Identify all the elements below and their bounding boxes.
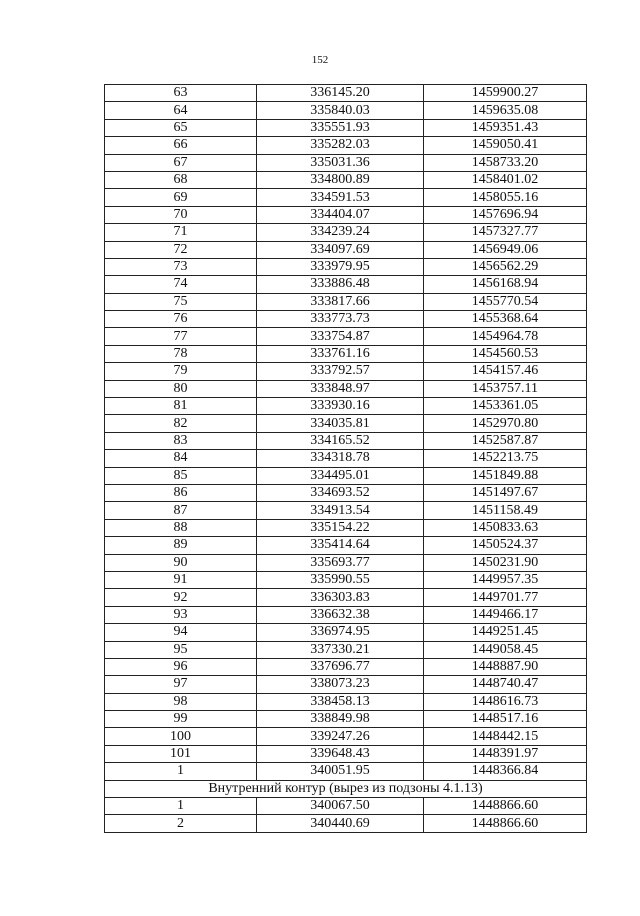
table-row bbox=[105, 624, 587, 641]
table-row bbox=[105, 328, 587, 345]
y-coordinate-cell: 1451849.88 bbox=[424, 467, 587, 484]
y-coordinate-cell: 1451158.49 bbox=[424, 502, 587, 519]
y-coordinate-cell: 1454560.53 bbox=[424, 345, 587, 362]
point-number-cell: 74 bbox=[105, 276, 257, 293]
point-number-cell: 84 bbox=[105, 450, 257, 467]
y-coordinate-cell: 1453757.11 bbox=[424, 380, 587, 397]
x-coordinate-cell: 334035.81 bbox=[257, 415, 424, 432]
x-coordinate-cell: 335840.03 bbox=[257, 102, 424, 119]
x-coordinate-cell: 335414.64 bbox=[257, 537, 424, 554]
point-number-cell: 86 bbox=[105, 484, 257, 501]
point-number-cell: 87 bbox=[105, 502, 257, 519]
x-coordinate-cell: 336632.38 bbox=[257, 606, 424, 623]
table-row bbox=[105, 484, 587, 501]
y-coordinate-cell: 1457696.94 bbox=[424, 206, 587, 223]
point-number-cell: 89 bbox=[105, 537, 257, 554]
x-coordinate-cell: 340067.50 bbox=[257, 798, 424, 815]
table-row bbox=[105, 276, 587, 293]
y-coordinate-cell: 1458401.02 bbox=[424, 171, 587, 188]
table-row bbox=[105, 763, 587, 780]
y-coordinate-cell: 1449957.35 bbox=[424, 571, 587, 588]
table-row bbox=[105, 537, 587, 554]
x-coordinate-cell: 335031.36 bbox=[257, 154, 424, 171]
table-row bbox=[105, 189, 587, 206]
y-coordinate-cell: 1459635.08 bbox=[424, 102, 587, 119]
x-coordinate-cell: 334800.89 bbox=[257, 171, 424, 188]
y-coordinate-cell: 1452213.75 bbox=[424, 450, 587, 467]
point-number-cell: 83 bbox=[105, 432, 257, 449]
table-row bbox=[105, 815, 587, 832]
point-number-cell: 71 bbox=[105, 224, 257, 241]
table-row bbox=[105, 380, 587, 397]
x-coordinate-cell: 339648.43 bbox=[257, 745, 424, 762]
point-number-cell: 63 bbox=[105, 85, 257, 102]
y-coordinate-cell: 1449701.77 bbox=[424, 589, 587, 606]
y-coordinate-cell: 1448442.15 bbox=[424, 728, 587, 745]
x-coordinate-cell: 336145.20 bbox=[257, 85, 424, 102]
point-number-cell: 76 bbox=[105, 311, 257, 328]
table-row bbox=[105, 85, 587, 102]
x-coordinate-cell: 333848.97 bbox=[257, 380, 424, 397]
point-number-cell: 81 bbox=[105, 398, 257, 415]
x-coordinate-cell: 335990.55 bbox=[257, 571, 424, 588]
y-coordinate-cell: 1448391.97 bbox=[424, 745, 587, 762]
x-coordinate-cell: 334693.52 bbox=[257, 484, 424, 501]
x-coordinate-cell: 333979.95 bbox=[257, 258, 424, 275]
y-coordinate-cell: 1448740.47 bbox=[424, 676, 587, 693]
y-coordinate-cell: 1451497.67 bbox=[424, 484, 587, 501]
point-number-cell: 97 bbox=[105, 676, 257, 693]
x-coordinate-cell: 334591.53 bbox=[257, 189, 424, 206]
point-number-cell: 68 bbox=[105, 171, 257, 188]
y-coordinate-cell: 1448887.90 bbox=[424, 658, 587, 675]
y-coordinate-cell: 1448366.84 bbox=[424, 763, 587, 780]
y-coordinate-cell: 1457327.77 bbox=[424, 224, 587, 241]
y-coordinate-cell: 1455770.54 bbox=[424, 293, 587, 310]
x-coordinate-cell: 333817.66 bbox=[257, 293, 424, 310]
y-coordinate-cell: 1452587.87 bbox=[424, 432, 587, 449]
page-number: 152 bbox=[311, 54, 329, 66]
table-row bbox=[105, 658, 587, 675]
point-number-cell: 69 bbox=[105, 189, 257, 206]
y-coordinate-cell: 1450524.37 bbox=[424, 537, 587, 554]
y-coordinate-cell: 1459050.41 bbox=[424, 137, 587, 154]
table-row bbox=[105, 345, 587, 362]
point-number-cell: 91 bbox=[105, 571, 257, 588]
x-coordinate-cell: 333886.48 bbox=[257, 276, 424, 293]
y-coordinate-cell: 1458733.20 bbox=[424, 154, 587, 171]
point-number-cell: 73 bbox=[105, 258, 257, 275]
x-coordinate-cell: 333761.16 bbox=[257, 345, 424, 362]
point-number-cell: 101 bbox=[105, 745, 257, 762]
point-number-cell: 100 bbox=[105, 728, 257, 745]
table-row bbox=[105, 728, 587, 745]
point-number-cell: 75 bbox=[105, 293, 257, 310]
y-coordinate-cell: 1459351.43 bbox=[424, 119, 587, 136]
point-number-cell: 82 bbox=[105, 415, 257, 432]
x-coordinate-cell: 334913.54 bbox=[257, 502, 424, 519]
point-number-cell: 94 bbox=[105, 624, 257, 641]
y-coordinate-cell: 1454964.78 bbox=[424, 328, 587, 345]
point-number-cell: 77 bbox=[105, 328, 257, 345]
x-coordinate-cell: 335282.03 bbox=[257, 137, 424, 154]
y-coordinate-cell: 1456562.29 bbox=[424, 258, 587, 275]
point-number-cell: 92 bbox=[105, 589, 257, 606]
table-row bbox=[105, 119, 587, 136]
point-number-cell: 96 bbox=[105, 658, 257, 675]
table-row bbox=[105, 415, 587, 432]
table-row bbox=[105, 467, 587, 484]
table-row bbox=[105, 363, 587, 380]
coordinates-table bbox=[104, 84, 587, 833]
point-number-cell: 70 bbox=[105, 206, 257, 223]
table-row bbox=[105, 432, 587, 449]
x-coordinate-cell: 334097.69 bbox=[257, 241, 424, 258]
coordinates-table-body bbox=[105, 85, 587, 833]
x-coordinate-cell: 333792.57 bbox=[257, 363, 424, 380]
y-coordinate-cell: 1450231.90 bbox=[424, 554, 587, 571]
table-row bbox=[105, 137, 587, 154]
x-coordinate-cell: 338849.98 bbox=[257, 711, 424, 728]
table-row bbox=[105, 398, 587, 415]
x-coordinate-cell: 340440.69 bbox=[257, 815, 424, 832]
y-coordinate-cell: 1448866.60 bbox=[424, 798, 587, 815]
y-coordinate-cell: 1454157.46 bbox=[424, 363, 587, 380]
table-row bbox=[105, 519, 587, 536]
y-coordinate-cell: 1456949.06 bbox=[424, 241, 587, 258]
point-number-cell: 99 bbox=[105, 711, 257, 728]
x-coordinate-cell: 336303.83 bbox=[257, 589, 424, 606]
table-row bbox=[105, 241, 587, 258]
section-header: Внутренний контур (вырез из подзоны 4.1.13) bbox=[105, 780, 587, 797]
point-number-cell: 2 bbox=[105, 815, 257, 832]
table-row bbox=[105, 693, 587, 710]
section-header-row bbox=[105, 780, 587, 797]
point-number-cell: 95 bbox=[105, 641, 257, 658]
table-row bbox=[105, 258, 587, 275]
table-row bbox=[105, 571, 587, 588]
point-number-cell: 98 bbox=[105, 693, 257, 710]
point-number-cell: 66 bbox=[105, 137, 257, 154]
point-number-cell: 64 bbox=[105, 102, 257, 119]
y-coordinate-cell: 1458055.16 bbox=[424, 189, 587, 206]
table-row bbox=[105, 450, 587, 467]
point-number-cell: 78 bbox=[105, 345, 257, 362]
point-number-cell: 88 bbox=[105, 519, 257, 536]
table-row bbox=[105, 206, 587, 223]
x-coordinate-cell: 334404.07 bbox=[257, 206, 424, 223]
point-number-cell: 93 bbox=[105, 606, 257, 623]
x-coordinate-cell: 335154.22 bbox=[257, 519, 424, 536]
table-row bbox=[105, 676, 587, 693]
table-row bbox=[105, 293, 587, 310]
x-coordinate-cell: 340051.95 bbox=[257, 763, 424, 780]
x-coordinate-cell: 336974.95 bbox=[257, 624, 424, 641]
point-number-cell: 67 bbox=[105, 154, 257, 171]
x-coordinate-cell: 334165.52 bbox=[257, 432, 424, 449]
table-row bbox=[105, 745, 587, 762]
point-number-cell: 65 bbox=[105, 119, 257, 136]
y-coordinate-cell: 1452970.80 bbox=[424, 415, 587, 432]
x-coordinate-cell: 337696.77 bbox=[257, 658, 424, 675]
table-row bbox=[105, 798, 587, 815]
table-row bbox=[105, 502, 587, 519]
y-coordinate-cell: 1449058.45 bbox=[424, 641, 587, 658]
y-coordinate-cell: 1449466.17 bbox=[424, 606, 587, 623]
x-coordinate-cell: 335693.77 bbox=[257, 554, 424, 571]
y-coordinate-cell: 1459900.27 bbox=[424, 85, 587, 102]
x-coordinate-cell: 337330.21 bbox=[257, 641, 424, 658]
x-coordinate-cell: 334495.01 bbox=[257, 467, 424, 484]
point-number-cell: 85 bbox=[105, 467, 257, 484]
table-row bbox=[105, 171, 587, 188]
point-number-cell: 80 bbox=[105, 380, 257, 397]
y-coordinate-cell: 1448517.16 bbox=[424, 711, 587, 728]
y-coordinate-cell: 1453361.05 bbox=[424, 398, 587, 415]
table-row bbox=[105, 711, 587, 728]
table-row bbox=[105, 554, 587, 571]
x-coordinate-cell: 339247.26 bbox=[257, 728, 424, 745]
x-coordinate-cell: 333754.87 bbox=[257, 328, 424, 345]
y-coordinate-cell: 1448616.73 bbox=[424, 693, 587, 710]
point-number-cell: 1 bbox=[105, 798, 257, 815]
table-row bbox=[105, 311, 587, 328]
table-row bbox=[105, 606, 587, 623]
point-number-cell: 90 bbox=[105, 554, 257, 571]
x-coordinate-cell: 338073.23 bbox=[257, 676, 424, 693]
x-coordinate-cell: 333773.73 bbox=[257, 311, 424, 328]
x-coordinate-cell: 334239.24 bbox=[257, 224, 424, 241]
x-coordinate-cell: 334318.78 bbox=[257, 450, 424, 467]
x-coordinate-cell: 335551.93 bbox=[257, 119, 424, 136]
table-row bbox=[105, 224, 587, 241]
point-number-cell: 1 bbox=[105, 763, 257, 780]
table-row bbox=[105, 154, 587, 171]
x-coordinate-cell: 338458.13 bbox=[257, 693, 424, 710]
table-row bbox=[105, 641, 587, 658]
x-coordinate-cell: 333930.16 bbox=[257, 398, 424, 415]
table-row bbox=[105, 589, 587, 606]
y-coordinate-cell: 1455368.64 bbox=[424, 311, 587, 328]
y-coordinate-cell: 1448866.60 bbox=[424, 815, 587, 832]
table-row bbox=[105, 102, 587, 119]
y-coordinate-cell: 1456168.94 bbox=[424, 276, 587, 293]
y-coordinate-cell: 1450833.63 bbox=[424, 519, 587, 536]
y-coordinate-cell: 1449251.45 bbox=[424, 624, 587, 641]
point-number-cell: 79 bbox=[105, 363, 257, 380]
point-number-cell: 72 bbox=[105, 241, 257, 258]
